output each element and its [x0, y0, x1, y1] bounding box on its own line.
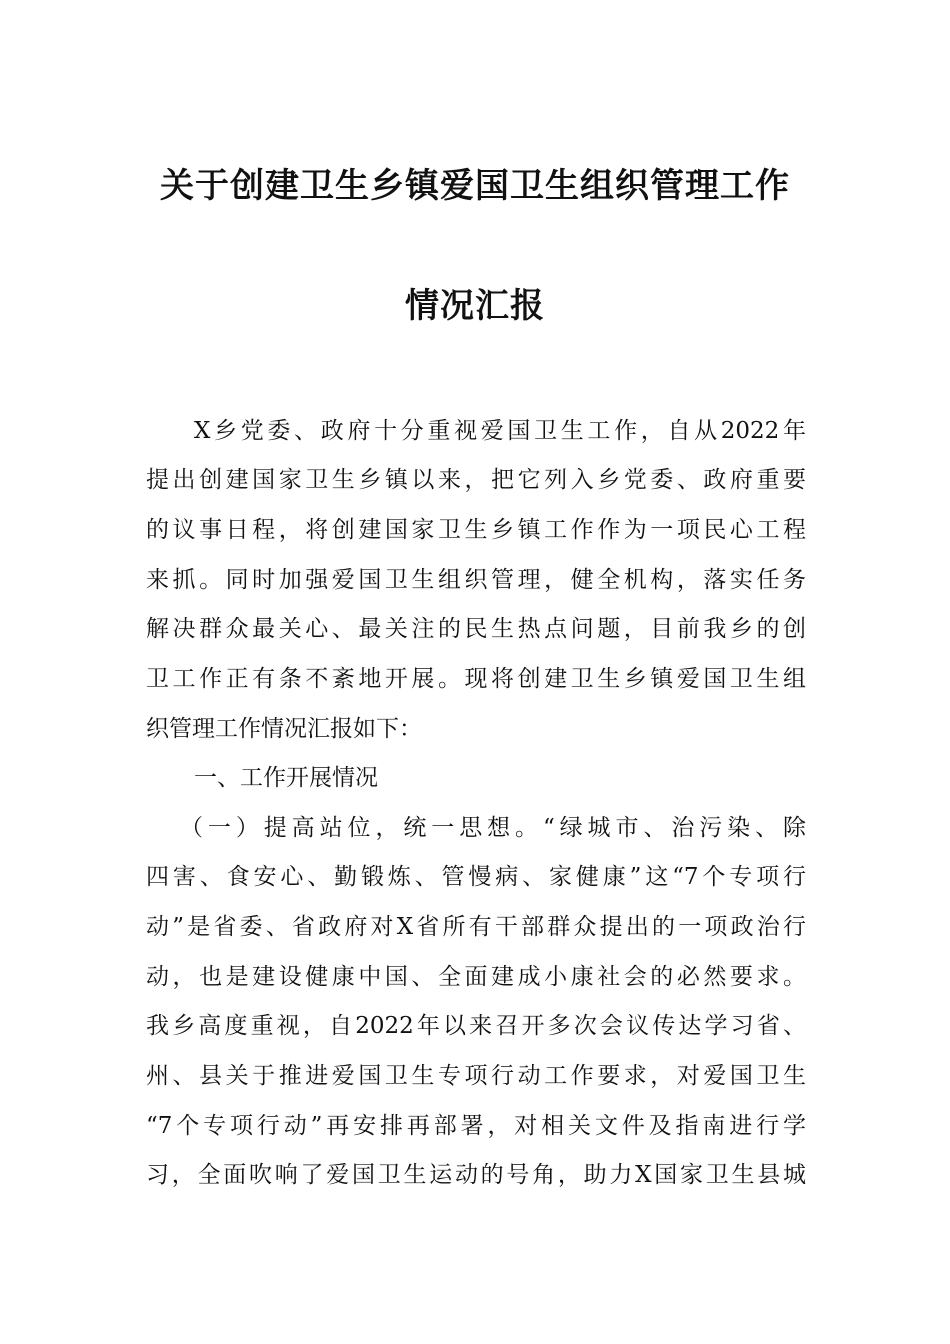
document-title-line-1: 关于创建卫生乡镇爱国卫生组织管理工作 — [160, 166, 790, 206]
document-title-line-2: 情况汇报 — [405, 286, 545, 326]
paragraph-line: “7个专项行动”再安排再部署，对相关文件及指南进行学 — [146, 1113, 806, 1139]
paragraph-line: 的议事日程，将创建国家卫生乡镇工作作为一项民心工程 — [146, 517, 806, 543]
paragraph-line: 动”是省委、省政府对X省所有干部群众提出的一项政治行 — [146, 914, 806, 940]
paragraph-line: （一）提高站位，统一思想。“绿城市、治污染、除 — [180, 815, 806, 841]
paragraph-line: 卫工作正有条不紊地开展。现将创建卫生乡镇爱国卫生组 — [146, 666, 806, 692]
paragraph-line: 习，全面吹响了爱国卫生运动的号角，助力X国家卫生县城 — [146, 1162, 806, 1188]
paragraph-line: 我乡高度重视，自2022年以来召开多次会议传达学习省、 — [146, 1013, 806, 1039]
paragraph-line: 解决群众最关心、最关注的民生热点问题，目前我乡的创 — [146, 616, 806, 642]
paragraph-line: 四害、食安心、勤锻炼、管慢病、家健康”这“7个专项行 — [146, 864, 806, 890]
paragraph-line: 动，也是建设健康中国、全面建成小康社会的必然要求。 — [146, 964, 806, 990]
paragraph-line: 州、县关于推进爱国卫生专项行动工作要求，对爱国卫生 — [146, 1063, 806, 1089]
section-heading: 一、工作开展情况 — [194, 765, 378, 791]
paragraph-line: 提出创建国家卫生乡镇以来，把它列入乡党委、政府重要 — [146, 467, 806, 493]
paragraph-line: X乡党委、政府十分重视爱国卫生工作，自从2022年 — [194, 418, 806, 444]
paragraph-line: 织管理工作情况汇报如下： — [146, 716, 422, 742]
paragraph-line: 来抓。同时加强爱国卫生组织管理，健全机构，落实任务 — [146, 567, 806, 593]
